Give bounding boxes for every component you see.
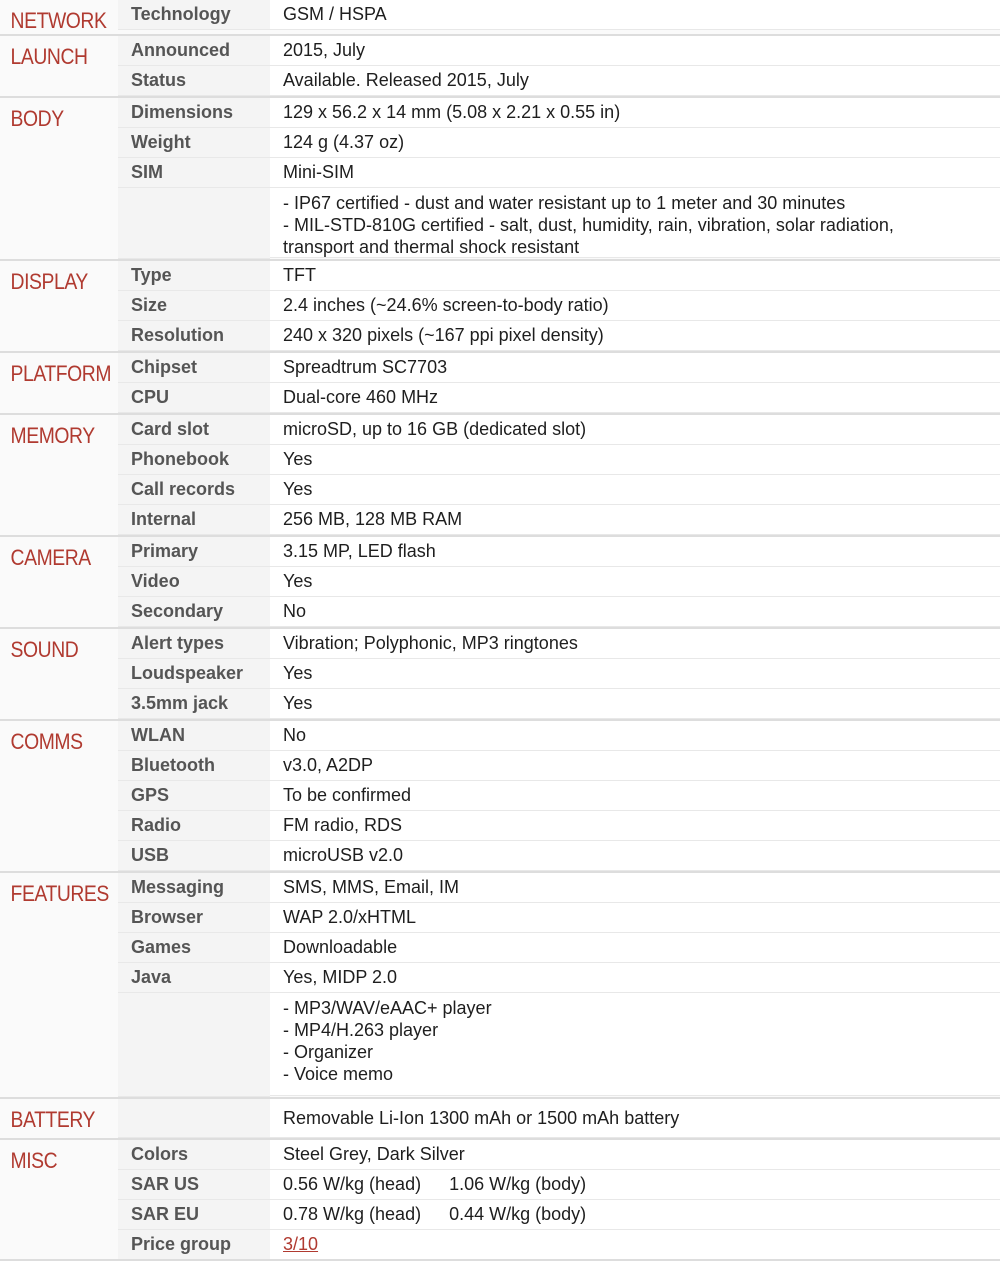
spec-name-status: Status [118, 66, 270, 96]
spec-name-secondary: Secondary [118, 597, 270, 627]
spec-name-alert-types: Alert types [118, 629, 270, 659]
spec-value-blank [270, 188, 1000, 258]
section-body [0, 98, 1000, 261]
price-group-link[interactable]: 3/10 [283, 1234, 319, 1254]
spec-value-dimensions: 129 x 56.2 x 14 mm (5.08 x 2.21 x 0.55 in) [270, 98, 1000, 128]
section-memory [0, 415, 1000, 537]
section-network [0, 0, 1000, 36]
spec-value-line: transport and thermal shock resistant [283, 237, 580, 257]
spec-value-colors: Steel Grey, Dark Silver [270, 1140, 1000, 1170]
section-title: MEMORY [0, 415, 104, 535]
spec-value-announced: 2015, July [270, 36, 1000, 66]
spec-name-technology: Technology [118, 0, 270, 30]
section-title: BODY [0, 98, 104, 259]
spec-name-blank [118, 1099, 270, 1138]
spec-name-wlan: WLAN [118, 721, 270, 751]
spec-value-bluetooth: v3.0, A2DP [270, 751, 1000, 781]
spec-value-sim: Mini-SIM [270, 158, 1000, 188]
spec-name-java: Java [118, 963, 270, 993]
spec-value-browser: WAP 2.0/xHTML [270, 903, 1000, 933]
spec-name-usb: USB [118, 841, 270, 871]
section-comms [0, 721, 1000, 873]
spec-value-card-slot: microSD, up to 16 GB (dedicated slot) [270, 415, 1000, 445]
spec-value-size: 2.4 inches (~24.6% screen-to-body ratio) [270, 291, 1000, 321]
spec-value-usb: microUSB v2.0 [270, 841, 1000, 871]
spec-value-secondary: No [270, 597, 1000, 627]
spec-value-cpu: Dual-core 460 MHz [270, 383, 1000, 413]
spec-value-line: - MIL-STD-810G certified - salt, dust, humidity, rain, vibration, solar radiation, [283, 215, 894, 235]
spec-name-cpu: CPU [118, 383, 270, 413]
section-title: FEATURES [0, 873, 104, 1097]
section-title: MISC [0, 1140, 104, 1259]
spec-name-dimensions: Dimensions [118, 98, 270, 128]
spec-name-blank [118, 188, 270, 259]
section-title: DISPLAY [0, 261, 104, 351]
section-title: NETWORK [0, 0, 104, 34]
section-title: BATTERY [0, 1099, 104, 1138]
spec-name-type: Type [118, 261, 270, 291]
spec-value-video: Yes [270, 567, 1000, 597]
section-title: SOUND [0, 629, 104, 719]
spec-value-status: Available. Released 2015, July [270, 66, 1000, 96]
spec-value-java: Yes, MIDP 2.0 [270, 963, 1000, 993]
section-platform [0, 353, 1000, 415]
spec-value-radio: FM radio, RDS [270, 811, 1000, 841]
spec-name-radio: Radio [118, 811, 270, 841]
spec-value-chipset: Spreadtrum SC7703 [270, 353, 1000, 383]
spec-value-call-records: Yes [270, 475, 1000, 505]
spec-name-video: Video [118, 567, 270, 597]
spec-value-blank: Removable Li-Ion 1300 mAh or 1500 mAh battery [270, 1099, 1000, 1138]
spec-name-resolution: Resolution [118, 321, 270, 351]
spec-name-sar-eu: SAR EU [118, 1200, 270, 1230]
spec-value-part: 1.06 W/kg (body) [449, 1174, 587, 1194]
spec-value-part: 0.44 W/kg (body) [449, 1204, 587, 1224]
section-title: COMMS [0, 721, 104, 871]
spec-name-sar-us: SAR US [118, 1170, 270, 1200]
spec-value-weight: 124 g (4.37 oz) [270, 128, 1000, 158]
section-title: CAMERA [0, 537, 104, 627]
spec-name-size: Size [118, 291, 270, 321]
spec-value-blank [270, 993, 1000, 1096]
spec-name-games: Games [118, 933, 270, 963]
spec-name-primary: Primary [118, 537, 270, 567]
section-misc [0, 1140, 1000, 1261]
spec-value-gps: To be confirmed [270, 781, 1000, 811]
spec-value-internal: 256 MB, 128 MB RAM [270, 505, 1000, 535]
spec-name-price-group: Price group [118, 1230, 270, 1259]
spec-name-blank [118, 993, 270, 1097]
spec-name-phonebook: Phonebook [118, 445, 270, 475]
spec-name-gps: GPS [118, 781, 270, 811]
spec-value-type: TFT [270, 261, 1000, 291]
spec-name-colors: Colors [118, 1140, 270, 1170]
spec-name-messaging: Messaging [118, 873, 270, 903]
spec-name-chipset: Chipset [118, 353, 270, 383]
spec-name-sim: SIM [118, 158, 270, 188]
spec-value-sar-eu [270, 1200, 1000, 1230]
spec-value-games: Downloadable [270, 933, 1000, 963]
spec-value-technology: GSM / HSPA [270, 0, 1000, 30]
spec-value-phonebook: Yes [270, 445, 1000, 475]
spec-value-part: 0.78 W/kg (head) [283, 1204, 422, 1224]
spec-name-internal: Internal [118, 505, 270, 535]
spec-value-alert-types: Vibration; Polyphonic, MP3 ringtones [270, 629, 1000, 659]
spec-value-loudspeaker: Yes [270, 659, 1000, 689]
section-sound [0, 629, 1000, 721]
spec-value-messaging: SMS, MMS, Email, IM [270, 873, 1000, 903]
spec-name-3-5mm-jack: 3.5mm jack [118, 689, 270, 719]
spec-value-line: - MP3/WAV/eAAC+ player [283, 998, 492, 1018]
spec-value-3-5mm-jack: Yes [270, 689, 1000, 719]
section-title: PLATFORM [0, 353, 104, 413]
spec-value-line: - Voice memo [283, 1064, 394, 1084]
spec-value-part: 0.56 W/kg (head) [283, 1174, 422, 1194]
section-battery [0, 1099, 1000, 1140]
section-launch [0, 36, 1000, 98]
spec-name-announced: Announced [118, 36, 270, 66]
spec-name-loudspeaker: Loudspeaker [118, 659, 270, 689]
spec-name-weight: Weight [118, 128, 270, 158]
spec-value-resolution: 240 x 320 pixels (~167 ppi pixel density) [270, 321, 1000, 351]
spec-value-line: - IP67 certified - dust and water resistant up to 1 meter and 30 minutes [283, 193, 846, 213]
section-camera [0, 537, 1000, 629]
spec-name-browser: Browser [118, 903, 270, 933]
spec-value-wlan: No [270, 721, 1000, 751]
section-features [0, 873, 1000, 1099]
spec-name-bluetooth: Bluetooth [118, 751, 270, 781]
spec-value-primary: 3.15 MP, LED flash [270, 537, 1000, 567]
spec-name-card-slot: Card slot [118, 415, 270, 445]
spec-value-price-group [270, 1230, 1000, 1259]
spec-name-call-records: Call records [118, 475, 270, 505]
spec-value-line: - Organizer [283, 1042, 374, 1062]
section-display [0, 261, 1000, 353]
spec-value-line: - MP4/H.263 player [283, 1020, 439, 1040]
section-title: LAUNCH [0, 36, 104, 96]
spec-value-sar-us [270, 1170, 1000, 1200]
